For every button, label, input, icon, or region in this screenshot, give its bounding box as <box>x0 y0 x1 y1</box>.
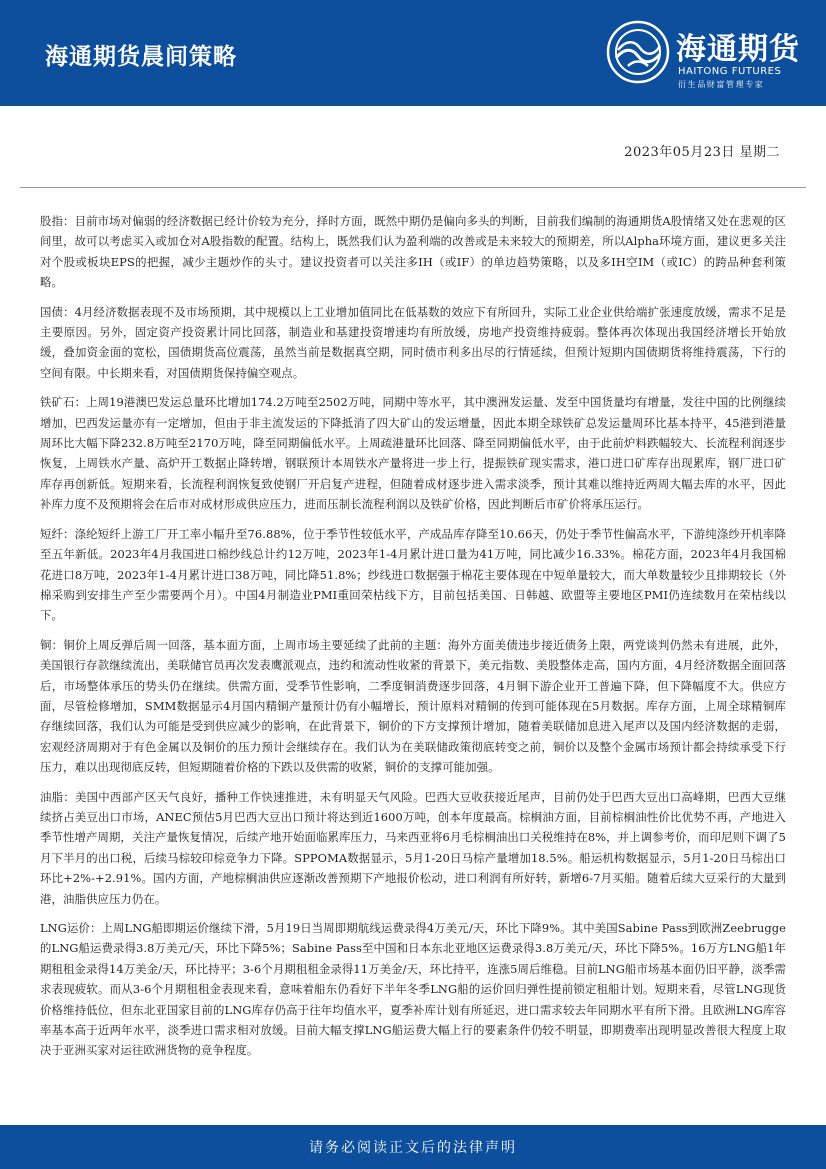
paragraph-copper: 铜：铜价上周反弹后周一回落，基本面方面，上周市场主要延续了此前的主题：海外方面美债违步接近债务上限，两党谈判仍然未有进展，此外，美国银行存款继续流出，美联储官员再次发表鹰派观点，违约和流动性收紧的背景下，美元指数、美股整体走高，国内方面，4月经济数据全面回落后，市场整体承压的势头仍在继续。供需方面，受季节性影响，二季度铜消费逐步回落，4月铜下游企业开工普遍下降，但下降幅度不大。供应方面，尽管检修增加，SMM数据显示4月国内精铜产量预计仍有小幅增长，预计原料对精铜的传到可能体现在5月数据。库存方面，上周全球精铜库存继续回落，我们认为可能是受到供应减少的影响，在此背景下，铜价的下方支撑预计增加，随着美联储加息进入尾声以及国内经济数据的走弱，宏观经济周期对于有色金属以及铜价的压力预计会继续存在。我们认为在美联储政策彻底转变之前，铜价以及整个金属市场预计都会持续承受下行压力，难以出现彻底反转，但短期随着价格的下跌以及供需的收紧，铜价的支撑可能加强。 <box>40 637 786 775</box>
logo-chinese-name: 海通期货 <box>676 32 800 67</box>
paragraph-staple-fiber: 短纤：涤纶短纤上游工厂开工率小幅升至76.88%，位于季节性较低水平，产成品库存降至10.66天，仍处于季节性偏高水平，下游纯涤纱开机率降至五年新低。2023年4月我国进口棉纱线总计约12万吨，2023年1-4月累计进口量为41万吨，同比减少16.33%。棉花方面，2023年4月我国棉花进口8万吨，2023年1-4月累计进口38万吨，同比降51.8%；纱线进口数据强于棉花主要体现在中短单量较大，而大单数量较少且排期较长（外棉采购到安排生产至少需要两个月）。中国4月制造业PMI重回荣枯线下方，目前包括美国、日韩越、欧盟等主要地区PMI仍连续数月在荣枯线以下。 <box>40 526 786 623</box>
paragraph-lng-freight: LNG运价：上周LNG船即期运价继续下滑，5月19日当周即期航线运费录得4万美元/天，环比下降9%。其中美国Sabine Pass到欧洲Zeebrugge的LNG船运费录得3.8万美元/天，环比下降5%；Sabine Pass至中国和日本东北亚地区运费录得3.8万美元/天，环比下降5%。16万方LNG船1年期租租金录得14万美金/天，环比持平；3-6个月期租租金录得11万美金/天，环比持平，连涨5周后维稳。目前LNG船市场基本面仍旧平静，淡季需求表现疲软。而从3-6个月期租租金表现来看，意味着船东仍看好下半年冬季LNG船的运价回归弹性提前锁定租船计划。短期来看，尽管LNG现货价格维持低位，但东北亚国家目前的LNG库存仍高于往年均值水平，夏季补库计划有所延迟，进口需求较去年同期水平有所下滑。且欧洲LNG库容率基本高于近两年水平，淡季进口需求相对放缓。目前大幅支撑LNG船运费大幅上行的要素条件仍较不明显，即期费率出现明显改善很大程度上取决于亚洲买家对运往欧洲货物的竞争程度。 <box>40 921 786 1058</box>
logo-english-name: HAITONG FUTURES <box>678 66 782 77</box>
legal-notice-text: 请务必阅读正文后的法律声明 <box>309 1140 517 1156</box>
paragraph-stock-index: 股指：目前市场对偏弱的经济数据已经计价较为充分，择时方面，既然中期仍是偏向多头的判断，目前我们编制的海通期货A股情绪又处在悲观的区间里，故可以考虑买入或加仓对A股指数的配置。结构上，既然我们认为盈利端的改善或是未来较大的预期差，所以Alpha环境方面，建议更多关注对个股或板块EPS的把握，减少主题炒作的头寸。建议投资者可以关注多IH（或IF）的单边趋势策略，以及多IH空IM（或IC）的跨品种套利策略。 <box>40 214 786 290</box>
header-divider <box>20 187 806 188</box>
haitong-logo-icon <box>606 20 670 84</box>
report-date: 2023年05月23日 星期二 <box>624 145 780 160</box>
header-banner <box>0 0 826 106</box>
report-body <box>40 211 786 1070</box>
paragraph-treasury-bond: 国债：4月经济数据表现不及市场预期，其中规模以上工业增加值同比在低基数的效应下有所回升，实际工业企业供给端扩张速度放缓，需求不足是主要原因。另外，固定资产投资累计同比回落，制造业和基建投资增速均有所放缓，房地产投资维持疲弱。整体再次体现出我国经济增长开始放缓，叠加资金面的宽松，国债期货高位震荡，虽然当前是数据真空期，同时债市利多出尽的行情延续，但预计短期内国债期货将维持震荡，下行的空间有限。中长期来看，对国债期货保持偏空观点。 <box>40 304 786 380</box>
logo-slogan: 衍生品财富管理专家 <box>678 80 765 89</box>
page-title: 海通期货晨间策略 <box>45 44 237 70</box>
paragraph-iron-ore: 铁矿石：上周19港澳巴发运总量环比增加174.2万吨至2502万吨，同期中等水平，其中澳洲发运量、发至中国货量均有增量，发往中国的比例继续增加，巴西发运量亦有一定增加，但由于非主流发运的下降抵消了四大矿山的发运增量，因此本期全球铁矿总发运量周环比基本持平，45港到港量周环比大幅下降232.8万吨至2170万吨，降至同期偏低水平。上周疏港量环比回落、降至同期偏低水平，由于此前炉料跌幅较大、长流程利润逐步恢复，上周铁水产量、高炉开工数据止降转增，钢联预计本周铁水产量将进一步上行，提振铁矿现实需求，港口进口矿库存出现累库，钢厂进口矿库存再创新低。短期来看，长流程利润恢复致使钢厂开启复产进程，但随着成材逐步进入需求淡季，预计其难以维持近两周大幅去库的水平，因此补库力度不及预期将会在后市对成材形成供应压力，进而压制长流程利润以及铁矿价格，因此判断后市矿价将承压运行。 <box>40 395 786 512</box>
footer-banner <box>0 1125 826 1169</box>
paragraph-oils: 油脂：美国中西部产区天气良好，播种工作快速推进，未有明显天气风险。巴西大豆收获接近尾声，目前仍处于巴西大豆出口高峰期，巴西大豆继续挤占美豆出口市场，ANEC预估5月巴西大豆出口预计将达到近1600万吨，创本年度最高。棕榈油方面，目前棕榈油性价比优势不再，产地进入季节性增产周期，关注产量恢复情况，后续产地开始面临累库压力，马来西亚将6月毛棕榈油出口关税维持在8%，并上调参考价，而印尼则下调了5月下半月的出口税，后续马棕较印棕竞争力下降。SPPOMA数据显示，5月1-20日马棕产量增加18.5%。船运机构数据显示，5月1-20日马棕出口环比+2%-+2.91%。国内方面，产地棕榈油供应逐渐改善预期下产地报价松动，进口利润有所好转，新增6-7月买船。随着后续大豆采行的大量到港，油脂供应压力仍在。 <box>40 789 786 906</box>
